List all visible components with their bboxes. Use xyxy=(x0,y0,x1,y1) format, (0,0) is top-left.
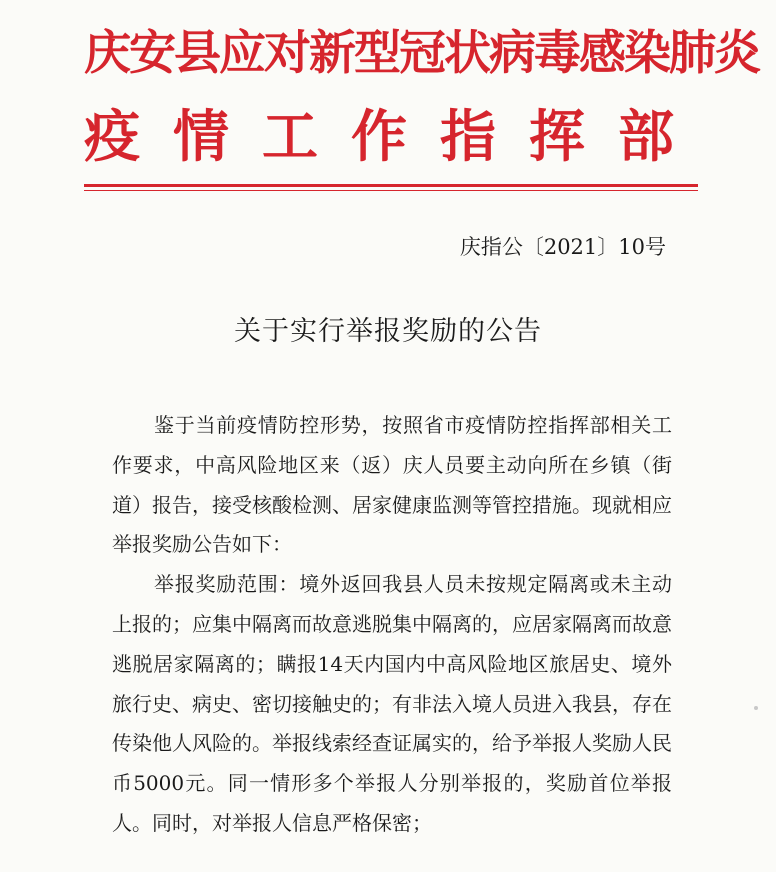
body-paragraph: 鉴于当前疫情防控形势，按照省市疫情防控指挥部相关工作要求，中高风险地区来（返）庆人员要主动向所在乡镇（街道）报告，接受核酸检测、居家健康监测等管控措施。现就相应举报奖励公告如下： xyxy=(112,413,672,557)
scan-speck xyxy=(754,706,758,710)
document-number: 庆指公〔2021〕10号 xyxy=(459,235,666,259)
red-header-rule-thin xyxy=(84,190,698,191)
body-paragraph: 举报奖励范围：境外返回我县人员未按规定隔离或未主动上报的；应集中隔离而故意逃脱集中隔离的，应居家隔离而故意逃脱居家隔离的；瞒报14天内国内中高风险地区旅居史、境外旅行史、病史、密切接触史的；有非法入境人员进入我县，存在传染他人风险的。举报线索经查证属实的，给予举报人奖励人民币5000元。同一情形多个举报人分别举报的，奖励首位举报人。同时，对举报人信息严格保密； xyxy=(112,572,672,835)
issuer-name-line2: 疫情工作指挥部 xyxy=(84,105,707,170)
issuer-name-line1: 庆安县应对新型冠状病毒感染肺炎 xyxy=(84,26,759,81)
document-body xyxy=(112,406,672,844)
document-title: 关于实行举报奖励的公告 xyxy=(234,316,542,347)
red-header-rule xyxy=(84,184,698,187)
